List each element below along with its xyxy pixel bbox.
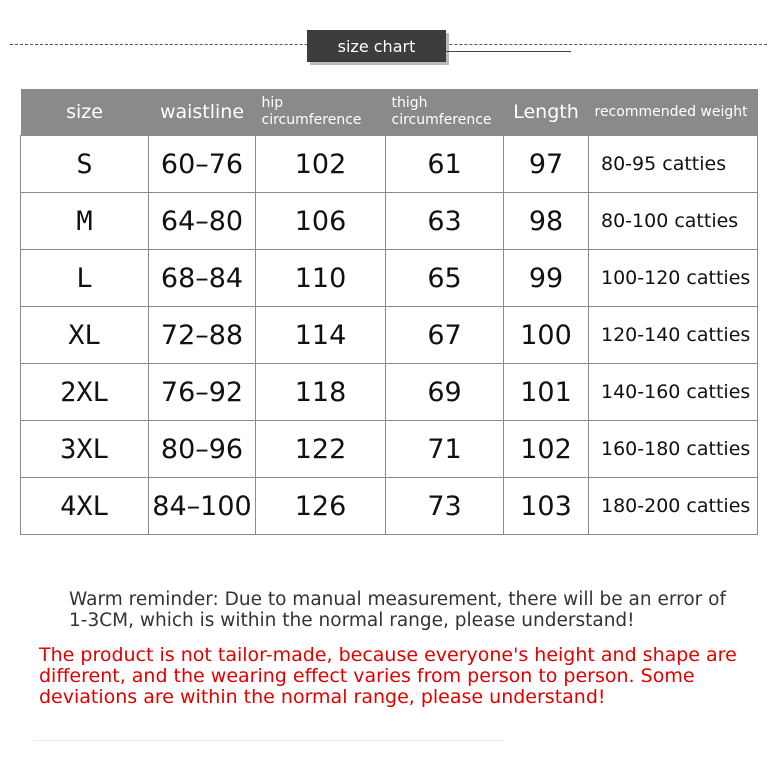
table-row [21, 478, 758, 535]
hip-cell: 114 [256, 307, 386, 364]
hip-cell: 110 [256, 250, 386, 307]
size-cell: M [21, 193, 149, 250]
header-length: Length [504, 89, 589, 136]
waist-cell: 84–100 [149, 478, 256, 535]
table-row [21, 250, 758, 307]
weight-cell: 80-95 catties [589, 136, 758, 193]
table-row [21, 136, 758, 193]
waist-cell: 80–96 [149, 421, 256, 478]
header-waistline: waistline [149, 89, 256, 136]
hip-cell: 102 [256, 136, 386, 193]
weight-cell: 160-180 catties [589, 421, 758, 478]
size-table [20, 89, 758, 535]
table-row [21, 193, 758, 250]
thigh-cell: 67 [386, 307, 504, 364]
thigh-cell: 69 [386, 364, 504, 421]
hip-cell: 126 [256, 478, 386, 535]
length-cell: 97 [504, 136, 589, 193]
header-size: size [21, 89, 149, 136]
waist-cell: 76–92 [149, 364, 256, 421]
size-cell: S [21, 136, 149, 193]
waist-cell: 60–76 [149, 136, 256, 193]
thigh-cell: 61 [386, 136, 504, 193]
warm-reminder-text: Warm reminder: Due to manual measurement, there will be an error of 1-3CM, which is within the normal range, please understand! [69, 589, 726, 631]
title-underline [446, 51, 571, 52]
size-cell: L [21, 250, 149, 307]
hip-cell: 106 [256, 193, 386, 250]
size-cell: 3XL [21, 421, 149, 478]
header-weight: recommended weight [589, 89, 758, 136]
size-cell: 2XL [21, 364, 149, 421]
length-cell: 102 [504, 421, 589, 478]
thigh-cell: 63 [386, 193, 504, 250]
thigh-cell: 73 [386, 478, 504, 535]
weight-cell: 80-100 catties [589, 193, 758, 250]
waist-cell: 68–84 [149, 250, 256, 307]
chart-title: size chart [307, 30, 446, 62]
weight-cell: 120-140 catties [589, 307, 758, 364]
header-hip: hip circumference [256, 89, 386, 136]
size-cell: 4XL [21, 478, 149, 535]
table-row [21, 364, 758, 421]
waist-cell: 64–80 [149, 193, 256, 250]
red-notice-text: The product is not tailor-made, because everyone's height and shape are different, and the wearing effect varies from person to person. Some deviations are within the normal range, please understand! [39, 644, 737, 708]
length-cell: 98 [504, 193, 589, 250]
hip-cell: 118 [256, 364, 386, 421]
length-cell: 100 [504, 307, 589, 364]
faint-footer-line [34, 740, 504, 749]
thigh-cell: 71 [386, 421, 504, 478]
weight-cell: 140-160 catties [589, 364, 758, 421]
table-row [21, 307, 758, 364]
weight-cell: 100-120 catties [589, 250, 758, 307]
length-cell: 101 [504, 364, 589, 421]
weight-cell: 180-200 catties [589, 478, 758, 535]
header-thigh: thigh circumference [386, 89, 504, 136]
hip-cell: 122 [256, 421, 386, 478]
length-cell: 103 [504, 478, 589, 535]
thigh-cell: 65 [386, 250, 504, 307]
length-cell: 99 [504, 250, 589, 307]
table-header-row [21, 89, 758, 136]
waist-cell: 72–88 [149, 307, 256, 364]
table-row [21, 421, 758, 478]
size-cell: XL [21, 307, 149, 364]
